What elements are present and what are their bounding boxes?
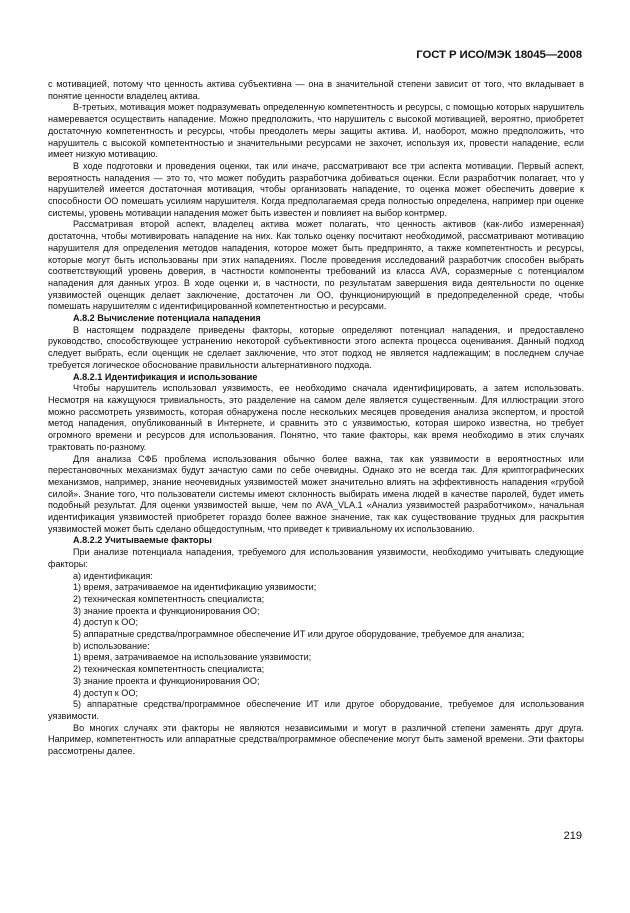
paragraph: Для анализа СФБ проблема использования обычно более важна, так как уязвимости в вероятностных или перестановочных механизмах будут зачастую сами по себе очевидны. Однако это не всегда так. Для криптографических механизмов, например, знание неочевидных уязвимостей может значительно влиять на эффективность нападения «грубой силой». Знание того, что пользователи системы имеют склонность выбирать имена людей в качестве паролей, будет иметь подобный результат. Для оценки уязвимостей выше, чем по AVA_VLA.1 «Анализ уязвимостей разработчиком», начальная идентификация уязвимостей приобретет гораздо более важное значение, так как существование трудных для раскрытия уязвимостей может быть сделано общедоступным, что приведет к тривиальному их использованию. [48, 453, 584, 534]
list-item: 2) техническая компетентность специалиста; [73, 664, 265, 675]
paragraph: В настоящем подразделе приведены факторы, которые определяют потенциал нападения, и предоставлено руководство, способствующее устранению некоторой субъективности этого аспекта процесса оценивания. Данный подход следует выбрать, если оценщик не сделает заключение, что этот подход не является надлежащим; в последнем случае требуется логическое обоснование правильности альтернативного подхода. [48, 324, 584, 370]
list-item: 3) знание проекта и функционирования ОО; [73, 675, 260, 686]
list-item: 3) знание проекта и функционирования ОО; [73, 605, 260, 616]
list-item: 4) доступ к ОО; [73, 687, 138, 698]
paragraph: В-третьих, мотивация может подразумевать определенную компетентность и ресурсы, с помощью которых нарушитель намеревается осуществить нападение. Можно предположить, что нарушитель с высокой мотивацией, вероятно, приобретет достаточную компетентность и ресурсы, чтобы преодолеть меры защиты актива. И, наоборот, можно предположить, что нарушитель с высокой компетентностью и значительными ресурсами не захочет, используя их, провести нападение, если имеет низкую мотивацию. [48, 102, 584, 160]
section-heading: А.8.2.2 Учитываемые факторы [73, 535, 212, 546]
paragraph: Чтобы нарушитель использовал уязвимость, ее необходимо сначала идентифицировать, а затем использовать. Несмотря на кажущуюся тривиальность, это разделение на самом деле является существенным. Для иллюстрации этого можно рассмотреть уязвимость, которая обнаружена после нескольких месяцев проведения анализа экспертом, и простой метод нападения, опубликованный в Интернете, и сравнить это с уязвимостью, которая широко известна, но требует огромного времени и ресурсов для использования. Понятно, что такие факторы, как время необходимо в этих случаях трактовать по-разному. [48, 383, 584, 452]
section-heading: А.8.2 Вычисление потенциала нападения [73, 313, 261, 324]
list-item: b) использование: [73, 640, 150, 651]
list-item: 5) аппаратные средства/программное обеспечение ИТ или другое оборудование, требуемое для использования уязвимости. [48, 699, 584, 721]
document-code-header: ГОСТ Р ИСО/МЭК 18045—2008 [416, 49, 582, 61]
page-number: 219 [563, 830, 582, 842]
list-item: 1) время, затрачиваемое на использование уязвимости; [73, 652, 312, 663]
paragraph: Рассматривая второй аспект, владелец актива может полагать, что ценность активов (как-либо измеренная) достаточна, чтобы мотивировать нападение на них. Как только оценку посчитают необходимой, рассматривают мотивацию нарушителя для определения методов нападения, которое может быть предпринято, а также компетентность и ресурсы, которые могут быть использованы при этих нападениях. После проведения исследований разработчик способен выбрать соответствующий уровень доверия, в частности компоненты требований из класса AVA, соразмерные с потенциалом нападения для данных угроз. В ходе оценки и, в частности, по результатам завершения вида деятельности по оценке уязвимостей оценщик делает заключение, достаточен ли ОО, функционирующий в предопределенной среде, чтобы помешать нарушителям с идентифицированной компетентностью и ресурсами. [48, 219, 584, 312]
section-heading: А.8.2.1 Идентификация и использование [73, 371, 258, 382]
page-body [48, 79, 584, 758]
paragraph: Во многих случаях эти факторы не являются независимыми и могут в различной степени заменять друг друга. Например, компетентность или аппаратные средства/программное обеспечение могут быть заменой времени. Эти факторы рассмотрены далее. [48, 722, 584, 757]
list-item: 5) аппаратные средства/программное обеспечение ИТ или другое оборудование, требуемое для анализа; [73, 629, 525, 640]
paragraph: При анализе потенциала нападения, требуемого для использования уязвимости, необходимо учитывать следующие факторы: [48, 547, 584, 569]
list-item: 4) доступ к ОО; [73, 617, 138, 628]
list-item: 2) техническая компетентность специалиста; [73, 593, 265, 604]
list-item: a) идентификация: [73, 570, 153, 581]
paragraph: с мотивацией, потому что ценность актива субъективна — она в значительной степени зависит от того, что вкладывает в понятие ценности владелец актива. [48, 79, 584, 101]
list-item: 1) время, затрачиваемое на идентификацию уязвимости; [73, 582, 317, 593]
paragraph: В ходе подготовки и проведения оценки, так или иначе, рассматривают все три аспекта мотивации. Первый аспект, вероятность нападения — это то, что может побудить разработчика добиваться оценки. Если разработчик полагает, что у нарушителей имеется достаточная мотивация, чтобы организовать нападение, то оценка может обеспечить доверие к способности ОО помешать усилиям нарушителя. Когда предполагаемая среда полностью определена, например при оценке системы, уровень мотивации нападения может быть известен и повлияет на выбор контрмер. [48, 160, 584, 218]
